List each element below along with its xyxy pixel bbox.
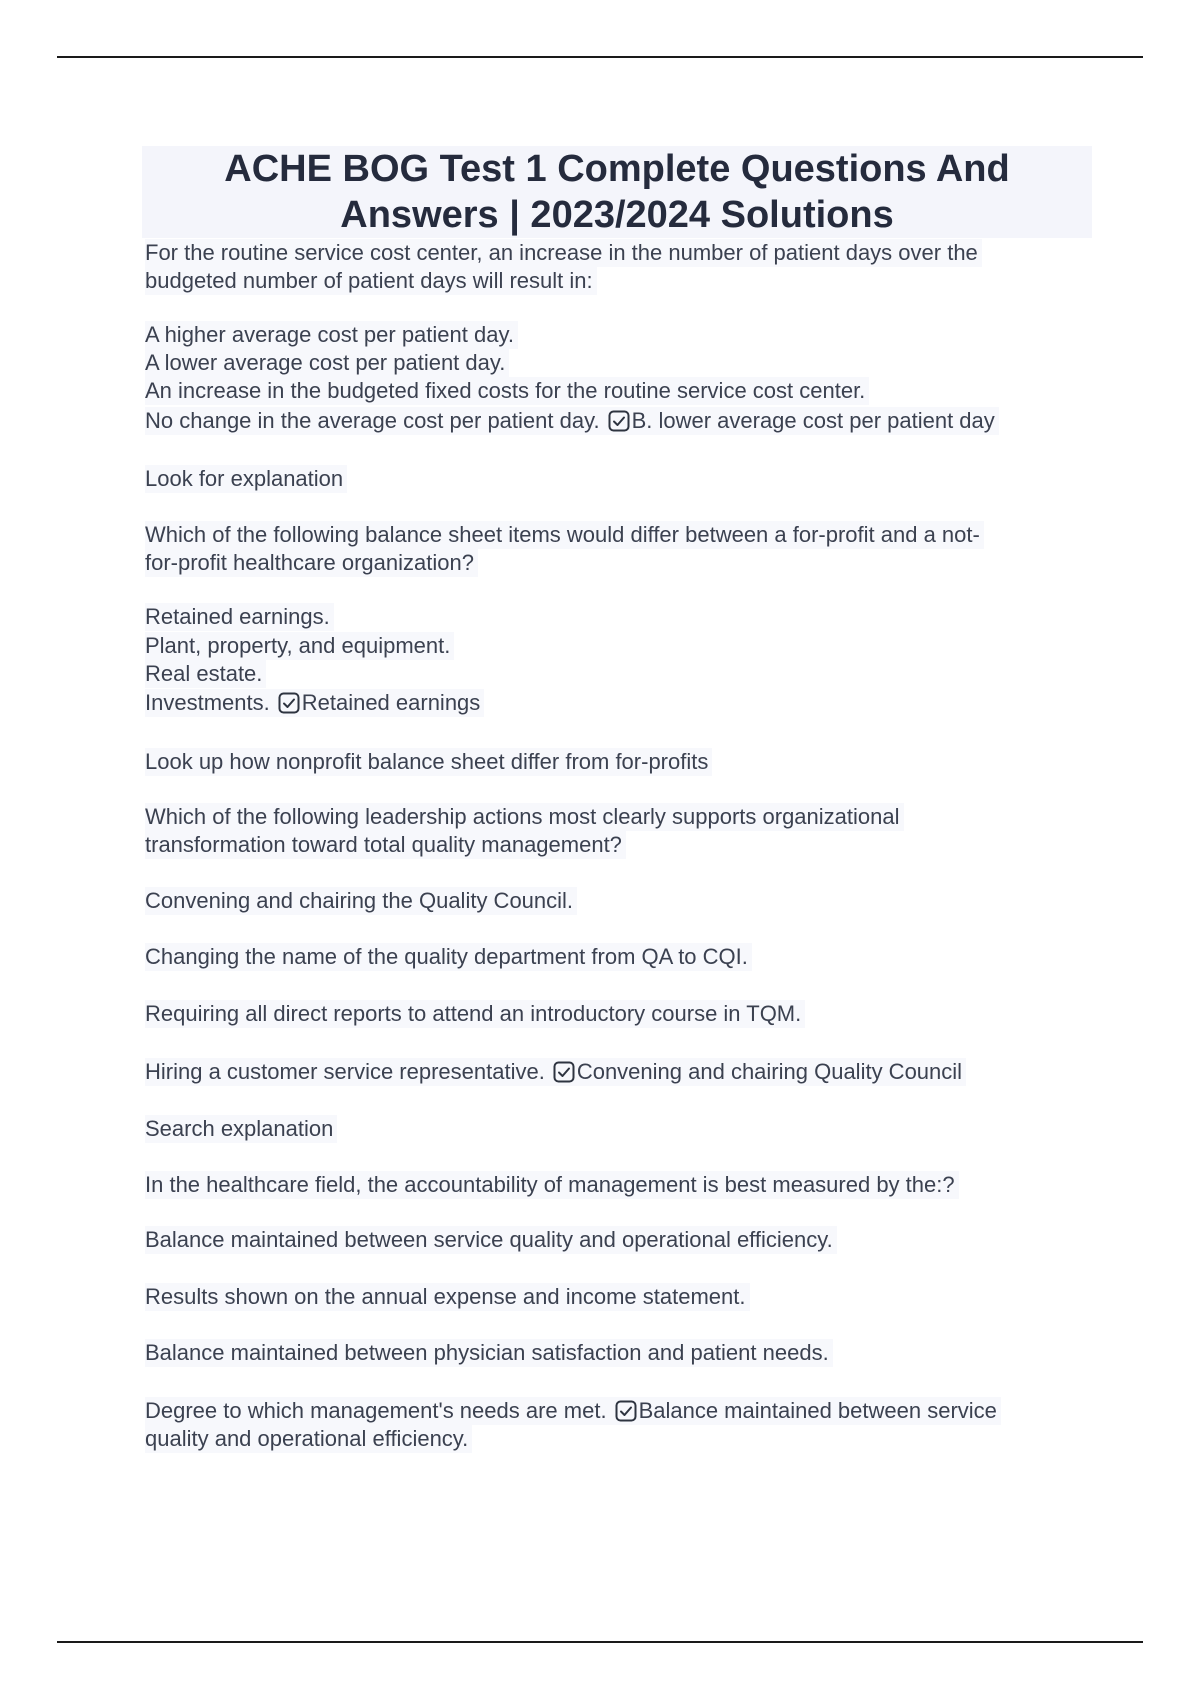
q4-option-1: Balance maintained between service quality and operational efficiency. <box>145 1226 837 1254</box>
q3-option-2: Changing the name of the quality department from QA to CQI. <box>145 943 752 971</box>
q2-option-2: Plant, property, and equipment. <box>145 632 454 660</box>
q1-answer-line <box>145 407 999 435</box>
q3-option-1: Convening and chairing the Quality Council. <box>145 887 577 915</box>
q1-question-line-1: For the routine service cost center, an increase in the number of patient days over the <box>145 239 982 267</box>
q4-answer-part-2: quality and operational efficiency. <box>145 1425 472 1453</box>
q3-question-line-1: Which of the following leadership actions most clearly supports organizational <box>145 803 904 831</box>
q1-option-4: No change in the average cost per patient day. <box>145 408 600 433</box>
q2-option-3: Real estate. <box>145 660 266 688</box>
checkbox-checked-icon <box>608 410 630 432</box>
q4-option-3: Balance maintained between physician satisfaction and patient needs. <box>145 1339 833 1367</box>
q1-option-3: An increase in the budgeted fixed costs for the routine service cost center. <box>145 377 869 405</box>
q4-answer-line <box>145 1397 1001 1425</box>
checkbox-checked-icon <box>553 1061 575 1083</box>
q3-option-4: Hiring a customer service representative. <box>145 1059 545 1084</box>
q2-answer: Retained earnings <box>301 690 481 715</box>
checkbox-checked-icon <box>278 692 300 714</box>
q2-option-1: Retained earnings. <box>145 603 334 631</box>
q2-option-4: Investments. <box>145 690 270 715</box>
q4-question: In the healthcare field, the accountability of management is best measured by the:? <box>145 1171 959 1199</box>
q1-option-2: A lower average cost per patient day. <box>145 349 509 377</box>
q3-answer-line <box>145 1058 966 1086</box>
q2-question-line-2: for-profit healthcare organization? <box>145 549 478 577</box>
q4-answer-part-1: Balance maintained between service <box>638 1398 997 1423</box>
title-line-1: ACHE BOG Test 1 Complete Questions And <box>224 148 1010 190</box>
q4-option-4: Degree to which management's needs are met. <box>145 1398 607 1423</box>
bottom-divider <box>57 1641 1143 1643</box>
q2-answer-line <box>145 689 484 717</box>
q2-note: Look up how nonprofit balance sheet differ from for-profits <box>145 748 712 776</box>
q1-question-line-2: budgeted number of patient days will result in: <box>145 267 597 295</box>
checkbox-checked-icon <box>615 1400 637 1422</box>
q3-note: Search explanation <box>145 1115 337 1143</box>
q1-answer: B. lower average cost per patient day <box>631 408 995 433</box>
q3-question-line-2: transformation toward total quality management? <box>145 831 626 859</box>
q3-option-3: Requiring all direct reports to attend an introductory course in TQM. <box>145 1000 805 1028</box>
q3-answer: Convening and chairing Quality Council <box>576 1059 963 1084</box>
q2-question-line-1: Which of the following balance sheet items would differ between a for-profit and a not- <box>145 521 984 549</box>
title-line-2: Answers | 2023/2024 Solutions <box>340 194 894 236</box>
q1-note: Look for explanation <box>145 465 347 493</box>
q4-option-2: Results shown on the annual expense and income statement. <box>145 1283 750 1311</box>
q1-option-1: A higher average cost per patient day. <box>145 321 518 349</box>
